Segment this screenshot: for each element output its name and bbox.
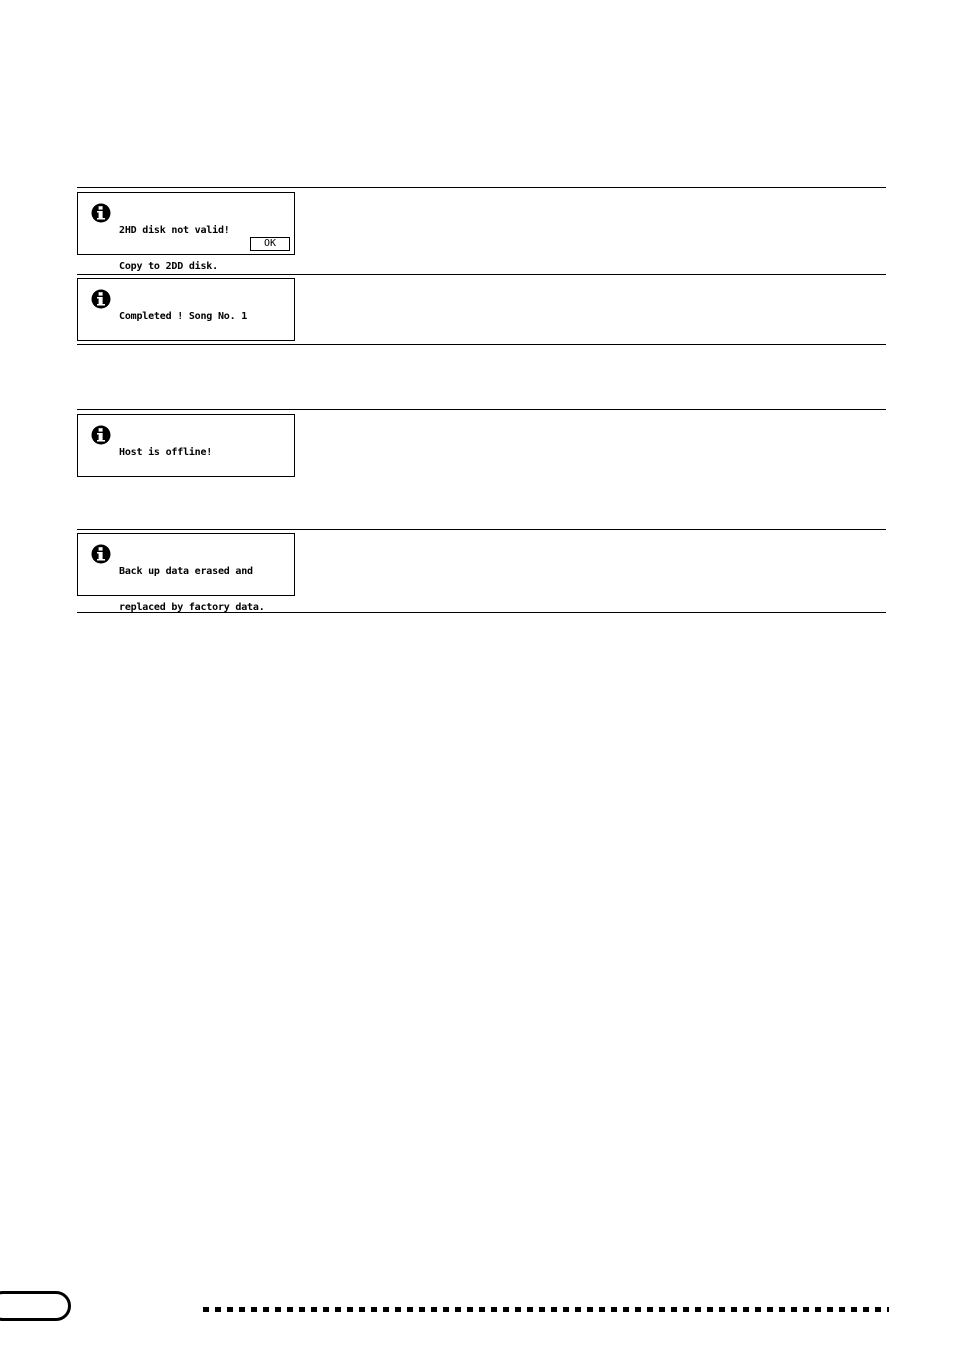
lcd-message-backup-erased <box>77 533 295 613</box>
message-line: Copy to 2DD disk. <box>119 261 218 272</box>
info-icon <box>91 203 111 223</box>
footer-dotted-line <box>203 1307 889 1312</box>
divider-rule <box>77 409 886 410</box>
message-line: Host is offline! <box>119 447 213 458</box>
page-number-tab <box>0 1291 71 1321</box>
message-text <box>119 542 265 638</box>
message-line: Back up data erased and <box>119 566 253 577</box>
message-line: Completed ! Song No. 1 <box>119 311 248 322</box>
info-icon <box>91 544 111 564</box>
message-line: 2HD disk not valid! <box>119 225 230 236</box>
lcd-message-disk-invalid <box>77 192 295 272</box>
ok-button[interactable]: OK <box>250 237 290 251</box>
info-icon <box>91 425 111 445</box>
lcd-message-host-offline <box>77 414 295 477</box>
lcd-message-completed <box>77 278 295 341</box>
info-icon <box>91 289 111 309</box>
divider-rule <box>77 187 886 188</box>
message-text <box>119 423 212 483</box>
message-line: replaced by factory data. <box>119 602 265 613</box>
divider-rule <box>77 529 886 530</box>
message-text <box>119 287 247 347</box>
